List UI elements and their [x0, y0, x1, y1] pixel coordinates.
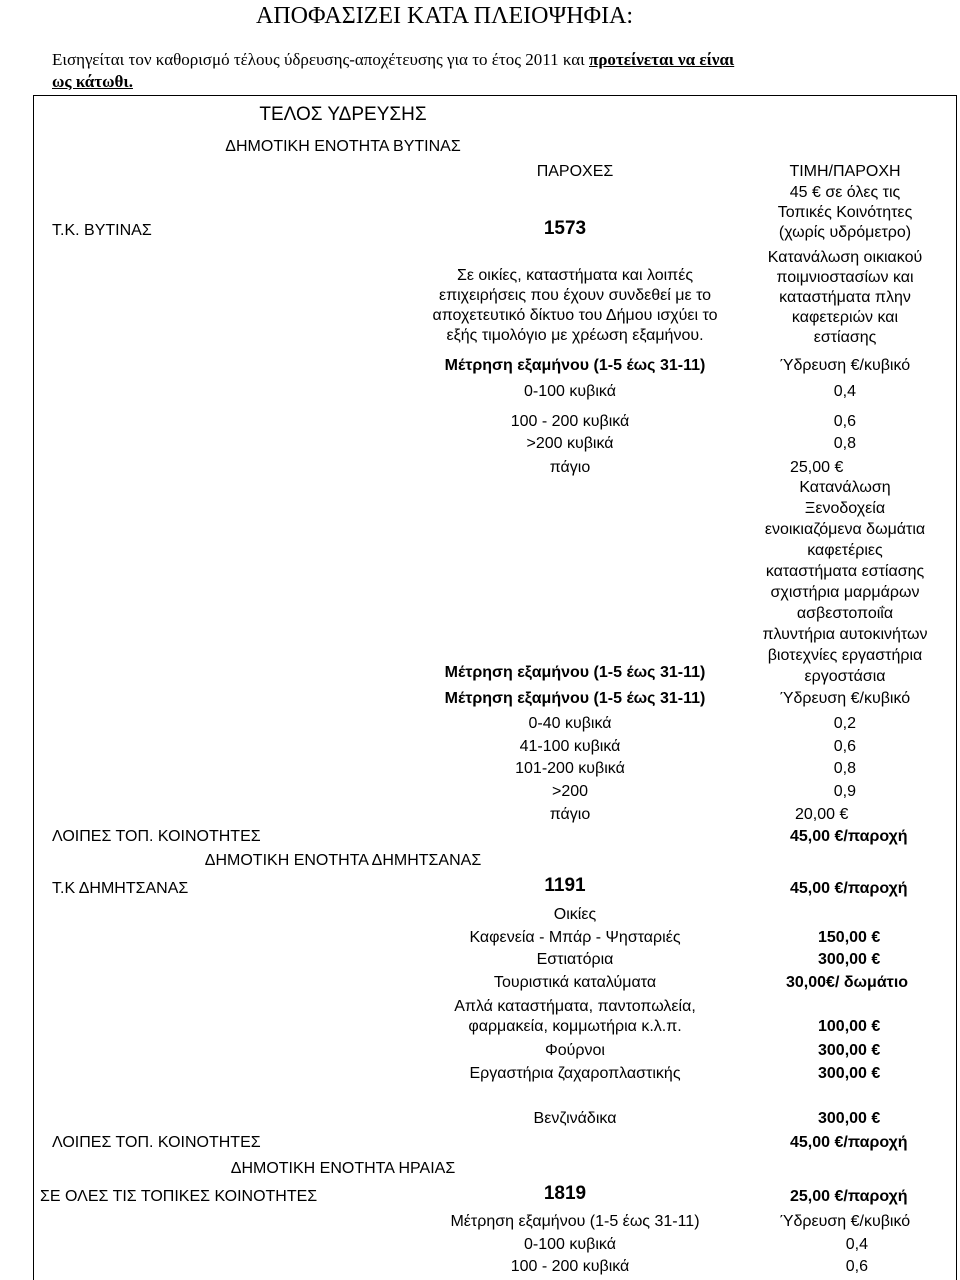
tier-b-price: 0,2 — [833, 715, 856, 732]
intro-text: Εισηγείται τον καθορισμό τέλους ύδρευσης-αποχέτευσης για το έτος 2011 και — [52, 50, 585, 69]
vytina-supplies-count: 1573 — [543, 218, 587, 239]
iraia-tier-price: 0,4 — [845, 1236, 868, 1253]
measure-label: Μέτρηση εξαμήνου (1-5 έως 31-11) — [444, 357, 706, 374]
iraia-unit-title: ΔΗΜΟΤΙΚΗ ΕΝΟΤΗΤΑ ΗΡΑΙΑΣ — [230, 1160, 456, 1177]
business-item: εργοστάσια — [804, 668, 886, 685]
vytina-community-label: Τ.Κ. ΒΥΤΙΝΑΣ — [52, 222, 152, 239]
tier-a-range: 0-100 κυβικά — [524, 383, 616, 400]
dimitsana-row-label: Τουριστικά καταλύματα — [493, 974, 657, 991]
iraia-community-label: ΣΕ ΟΛΕΣ ΤΙΣ ΤΟΠΙΚΕΣ ΚΟΙΝΟΤΗΤΕΣ — [40, 1188, 318, 1205]
consumption-desc-5: εστίασης — [813, 329, 877, 346]
business-item: ασβεστοποιΐα — [796, 605, 894, 622]
dimitsana-row-label-line-1: Απλά καταστήματα, παντοπωλεία, — [454, 998, 696, 1015]
vytina-other-price: 45,00 €/παροχή — [790, 828, 908, 845]
sewer-desc-3: αποχετευτικό δίκτυο του Δήμου ισχύει το — [432, 307, 718, 324]
dimitsana-row-label: Καφενεία - Μπάρ - Ψησταριές — [469, 929, 681, 946]
page-title: ΑΠΟΦΑΣΙΖΕΙ ΚΑΤΑ ΠΛΕΙΟΨΗΦΙΑ: — [256, 3, 634, 29]
iraia-supplies-count: 1819 — [543, 1183, 587, 1204]
dimitsana-row-label: Οικίες — [553, 906, 597, 923]
dimitsana-row-price: 150,00 € — [818, 929, 881, 946]
table-top-border — [33, 95, 957, 96]
table-title: ΤΕΛΟΣ ΥΔΡΕΥΣΗΣ — [259, 104, 427, 125]
tier-b-price: 0,6 — [833, 738, 856, 755]
tier-a-range: >200 κυβικά — [526, 435, 614, 452]
consumption-desc-2: ποιμνιοστασίων και — [776, 269, 914, 286]
intro-line-2: ως κάτωθι. — [52, 72, 133, 91]
intro-line-1 — [52, 50, 734, 70]
sewer-desc-1: Σε οικίες, καταστήματα και λοιπές — [456, 267, 694, 284]
business-item: Κατανάλωση — [799, 479, 891, 496]
iraia-tier-range: 0-100 κυβικά — [524, 1236, 616, 1253]
iraia-tier-range: 100 - 200 κυβικά — [510, 1258, 630, 1275]
price-note-1: 45 € σε όλες τις — [789, 184, 901, 201]
tier-b-range: 101-200 κυβικά — [515, 760, 625, 777]
tier-a-range: 100 - 200 κυβικά — [510, 413, 630, 430]
business-item: Ξενοδοχεία — [804, 500, 886, 517]
tier-b-range: 0-40 κυβικά — [528, 715, 612, 732]
measure-label: Μέτρηση εξαμήνου (1-5 έως 31-11) — [444, 664, 706, 681]
intro-emphasis: προτείνεται να είναι — [589, 50, 735, 69]
measure-label: Μέτρηση εξαμήνου (1-5 έως 31-11) — [444, 690, 706, 707]
vytina-unit-title: ΔΗΜΟΤΙΚΗ ΕΝΟΤΗΤΑ ΒΥΤΙΝΑΣ — [225, 138, 461, 155]
water-unit-label: Ύδρευση €/κυβικό — [779, 357, 911, 374]
dimitsana-row-label-line-2: φαρμακεία, κομμωτήρια κ.λ.π. — [468, 1018, 682, 1035]
business-item: καφετέριες — [807, 542, 883, 559]
tier-b-price: 0,8 — [833, 760, 856, 777]
iraia-measure-label: Μέτρηση εξαμήνου (1-5 έως 31-11) — [450, 1213, 700, 1230]
sewer-desc-4: εξής τιμολόγιο με χρέωση εξαμήνου. — [446, 327, 704, 344]
tier-a-price: 0,8 — [833, 435, 856, 452]
supplies-column-header: ΠΑΡΟΧΕΣ — [536, 163, 614, 180]
consumption-desc-4: καφετεριών και — [791, 309, 899, 326]
business-item: πλυντήρια αυτοκινήτων — [762, 626, 928, 643]
dimitsana-price: 45,00 €/παροχή — [790, 880, 908, 897]
business-item: σχιστήρια μαρμάρων — [770, 584, 920, 601]
tier-a-range: πάγιο — [549, 459, 591, 476]
dimitsana-unit-title: ΔΗΜΟΤΙΚΗ ΕΝΟΤΗΤΑ ΔΗΜΗΤΣΑΝΑΣ — [204, 852, 482, 869]
tier-b-range: πάγιο — [549, 806, 591, 823]
consumption-desc-1: Κατανάλωση οικιακού — [767, 249, 923, 266]
dimitsana-row-price: 300,00 € — [818, 951, 881, 968]
tier-b-range: >200 — [551, 783, 589, 800]
dimitsana-row-price: 300,00 € — [818, 1110, 881, 1127]
price-column-header: ΤΙΜΗ/ΠΑΡΟΧΗ — [789, 163, 901, 180]
dimitsana-row-label: Φούρνοι — [545, 1042, 605, 1059]
business-item: ενοικιαζόμενα δωμάτια — [764, 521, 926, 538]
tier-a-price: 0,6 — [833, 413, 856, 430]
iraia-water-unit-label: Ύδρευση €/κυβικό — [779, 1213, 911, 1230]
table-left-border — [33, 95, 34, 1280]
tier-b-range: 41-100 κυβικά — [519, 738, 621, 755]
business-item: καταστήματα εστίασης — [765, 563, 925, 580]
dimitsana-row-price: 30,00€/ δωμάτιο — [786, 974, 909, 991]
price-note-2: Τοπικές Κοινότητες — [777, 204, 913, 221]
tier-b-price: 20,00 € — [795, 806, 849, 823]
business-item: βιοτεχνίες εργαστήρια — [767, 647, 923, 664]
tier-b-price: 0,9 — [833, 783, 856, 800]
dimitsana-other-price: 45,00 €/παροχή — [790, 1134, 908, 1151]
dimitsana-supplies-count: 1191 — [544, 875, 586, 896]
dimitsana-row-label: Εργαστήρια ζαχαροπλαστικής — [469, 1065, 681, 1082]
price-note-3: (χωρίς υδρόμετρο) — [778, 224, 912, 241]
tier-a-price: 0,4 — [833, 383, 856, 400]
iraia-tier-price: 0,6 — [845, 1258, 868, 1275]
table-right-border — [956, 95, 957, 1280]
tier-a-price: 25,00 € — [790, 459, 844, 476]
dimitsana-other-communities: ΛΟΙΠΕΣ ΤΟΠ. ΚΟΙΝΟΤΗΤΕΣ — [52, 1134, 261, 1151]
dimitsana-row-price: 300,00 € — [818, 1042, 881, 1059]
vytina-other-communities: ΛΟΙΠΕΣ ΤΟΠ. ΚΟΙΝΟΤΗΤΕΣ — [52, 828, 261, 845]
dimitsana-row-price: 300,00 € — [818, 1065, 881, 1082]
water-unit-label: Ύδρευση €/κυβικό — [779, 690, 911, 707]
iraia-price: 25,00 €/παροχή — [790, 1188, 908, 1205]
sewer-desc-2: επιχειρήσεις που έχουν συνδεθεί με το — [438, 287, 712, 304]
dimitsana-row-label: Βενζινάδικα — [533, 1110, 617, 1127]
dimitsana-row-label: Εστιατόρια — [536, 951, 614, 968]
dimitsana-community-label: Τ.Κ ΔΗΜΗΤΣΑΝΑΣ — [52, 880, 189, 897]
dimitsana-row-price: 100,00 € — [818, 1018, 881, 1035]
consumption-desc-3: καταστήματα πλην — [779, 289, 911, 306]
